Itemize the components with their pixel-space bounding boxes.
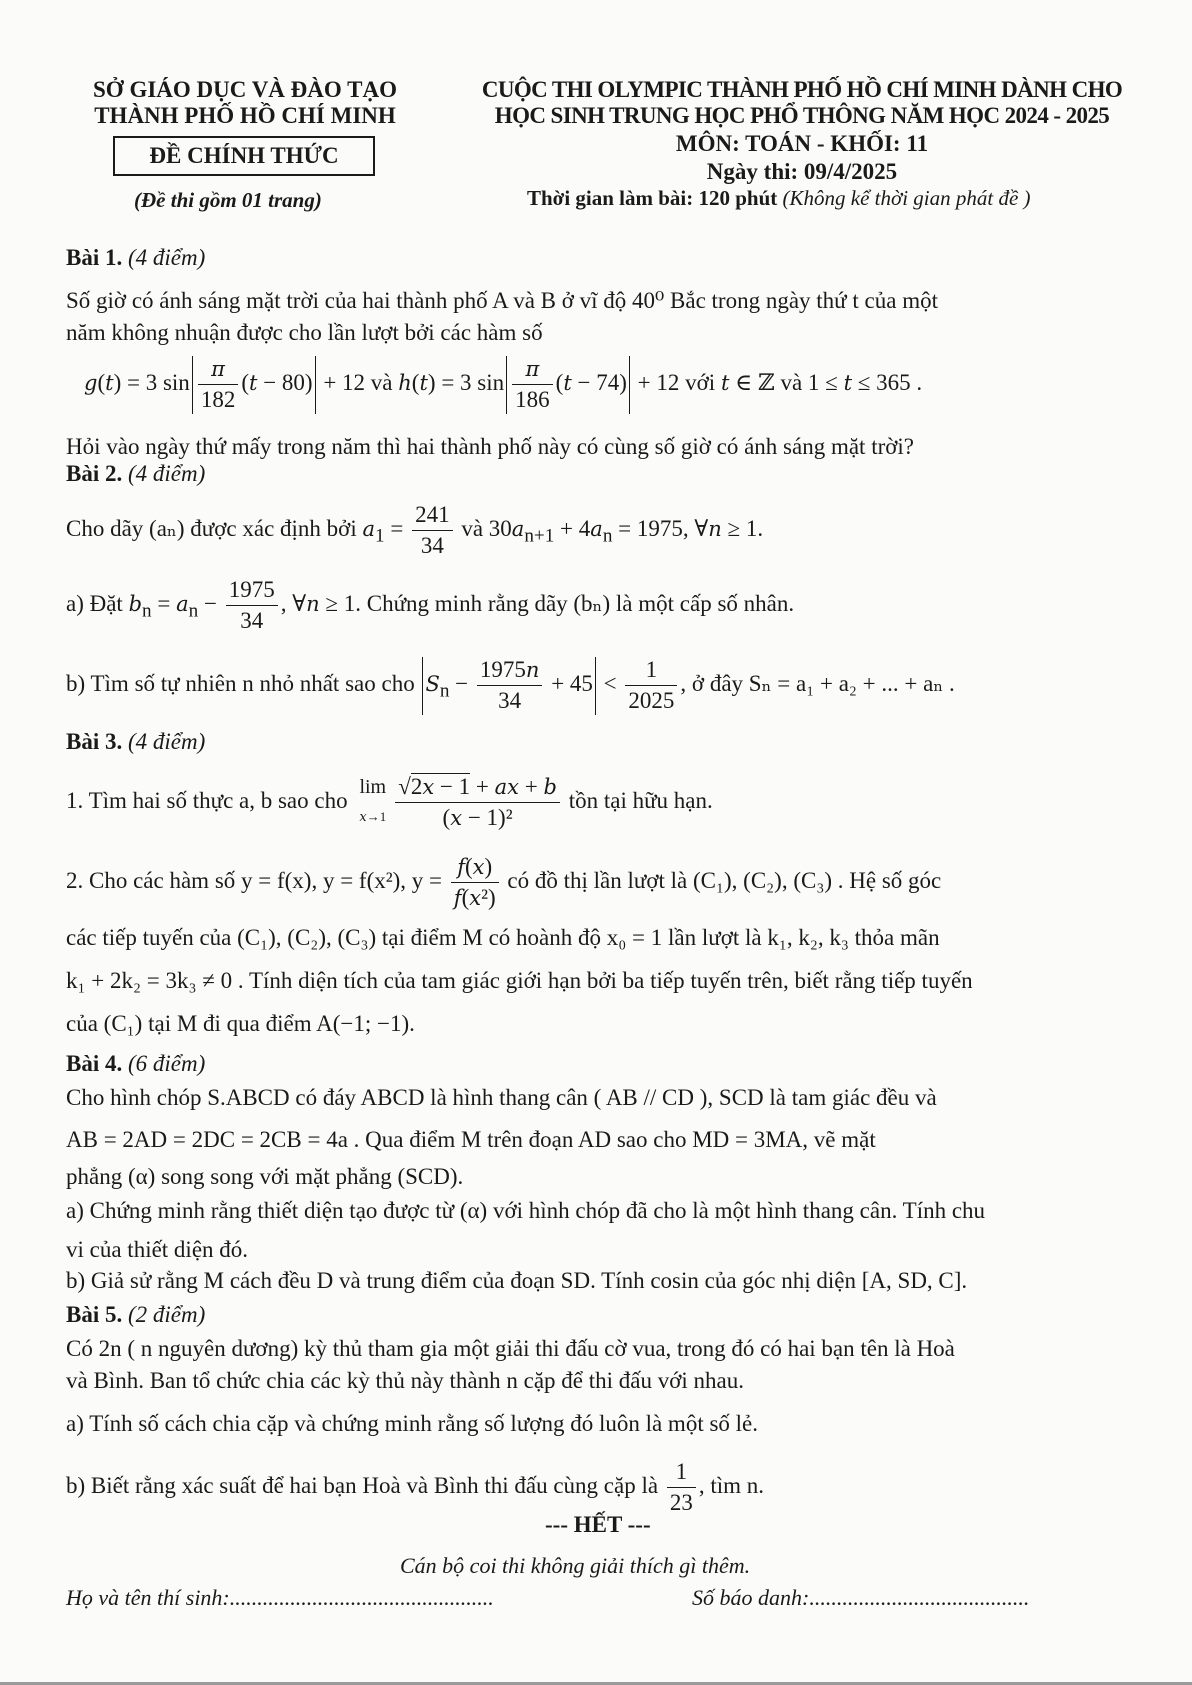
bai3-q1-end: tồn tại hữu hạn. (568, 787, 713, 813)
contest-line1: CUỘC THI OLYMPIC THÀNH PHỐ HỒ CHÍ MINH DÀNH CHO (481, 77, 1123, 102)
bai4-line6: b) Giả sử rằng M cách đều D và trung điểm của đoạn SD. Tính cosin của góc nhị diện [A, SD, C]. (66, 1268, 968, 1293)
bai4-line3: phẳng (α) song song với mặt phẳng (SCD). (66, 1164, 464, 1189)
bai1-line2: năm không nhuận được cho lần lượt bởi các hàm số (66, 320, 543, 345)
duration-label: Thời gian làm bài: 120 phút (527, 186, 778, 210)
bai5-line2: và Bình. Ban tổ chức chia các kỳ thủ này thành n cặp để thi đấu với nhau. (66, 1368, 745, 1393)
bai5-line4-end: , tìm n. (698, 1472, 764, 1498)
bai5-line1: Có 2n ( n nguyên dương) kỳ thủ tham gia một giải thi đấu cờ vua, trong đó có hai bạn tên là Hoà (66, 1336, 955, 1361)
bai2-title: Bài 2. (66, 461, 123, 486)
bai5-heading (66, 1300, 205, 1330)
bai2-part-a-end: Chứng minh rằng dãy (bₙ) là một cấp số nhân. (366, 590, 795, 616)
contest-line2: HỌC SINH TRUNG HỌC PHỔ THÔNG NĂM HỌC 2024 - 2025 (494, 103, 1110, 128)
bai2-intro-line: Cho dãy (aₙ) được xác định bởi $a_1$ = $\frac{241}{34}$ và $30a_{n+1} + 4a_n = 1975$, ∀n ≥ 1. (66, 500, 763, 561)
exam-date: Ngày thi: 09/4/2025 (706, 159, 898, 184)
bai2-points: (4 điểm) (127, 461, 206, 486)
bai3-points: (4 điểm) (127, 729, 206, 754)
bai5-line4 (66, 1457, 764, 1518)
bai2-part-a: a) Đặt $b_n = a_n$ − $\frac{1975}{34}$ , ∀n ≥ 1. Chứng minh rằng dãy (bₙ) là một cấp số nhân. (66, 575, 794, 636)
proctor-note: Cán bộ coi thi không giải thích gì thêm. (400, 1553, 751, 1578)
bai3-q2-line3: k₁ + 2k₂ = 3k₃ ≠ 0 . Tính diện tích của tam giác giới hạn bởi ba tiếp tuyến trên, biết rằng tiếp tuyến (66, 968, 973, 993)
bai5-points: (2 điểm) (127, 1302, 206, 1327)
bai4-line5: vi của thiết diện đó. (66, 1237, 249, 1262)
candidate-name-field: Họ và tên thí sinh:................................................ (66, 1585, 494, 1610)
bai4-title: Bài 4. (66, 1051, 123, 1076)
bai5-line4-text: b) Biết rằng xác suất để hai bạn Hoà và Bình thi đấu cùng cặp là (66, 1472, 659, 1498)
prob-numerator: 1 (675, 1459, 688, 1484)
page-count: (Đề thi gồm 01 trang) (134, 188, 322, 212)
bai3-q2-line4: của (C₁) tại M đi qua điểm A(−1; −1). (66, 1011, 415, 1036)
bai1-points: (4 điểm) (127, 245, 206, 270)
department-line2: THÀNH PHỐ HỒ CHÍ MINH (94, 103, 396, 128)
bai4-line2: AB = 2AD = 2DC = 2CB = 4a . Qua điểm M trên đoạn AD sao cho MD = 3MA, vẽ mặt (66, 1127, 876, 1152)
bai5-title: Bài 5. (66, 1302, 123, 1327)
bai4-points: (6 điểm) (127, 1051, 206, 1076)
bai3-q2-start: 2. Cho các hàm số y = f(x), y = f(x²), y = (66, 867, 443, 893)
bai2-part-b-label: b) Tìm số tự nhiên n nhỏ nhất sao cho (66, 670, 415, 696)
bai1-formula: g(t) = 3 sin $\frac{\pi}{182}$ (t − 80) + 12 và h(t) = 3 sin $\frac{\pi}{186}$ (t − 74) + 12 với t ∈ ℤ và 1 ≤ t ≤ 365 . (84, 354, 922, 415)
bai2-part-b: b) Tìm số tự nhiên n nhỏ nhất sao cho $S_n$ − $\frac{1975n}{34}$ + 45 < $\frac{1}{2025}$ , ở đây Sₙ = a₁ + a₂ + ... + aₙ . (66, 655, 955, 716)
end-marker: --- HẾT --- (545, 1512, 651, 1537)
bai4-heading (66, 1049, 205, 1079)
duration-line (527, 186, 1031, 211)
bai2-part-b-end: , ở đây Sₙ = a₁ + a₂ + ... + aₙ . (680, 670, 955, 696)
bai1-title: Bài 1. (66, 245, 123, 270)
bai4-line1: Cho hình chóp S.ABCD có đáy ABCD là hình thang cân ( AB // CD ), SCD là tam giác đều và (66, 1085, 937, 1110)
bai2-part-a-label: a) Đặt (66, 590, 123, 616)
subject: MÔN: TOÁN - KHỐI: 11 (675, 131, 929, 156)
official-label: ĐỀ CHÍNH THỨC (149, 143, 339, 168)
bai3-q1-start: 1. Tìm hai số thực a, b sao cho (66, 787, 348, 813)
bai3-q2-end: có đồ thị lần lượt là (C₁), (C₂), (C₃) . Hệ số góc (507, 867, 942, 893)
bai1-line1: Số giờ có ánh sáng mặt trời của hai thành phố A và B ở vĩ độ 40⁰ Bắc trong ngày thứ t của một (66, 288, 938, 313)
bai3-title: Bài 3. (66, 729, 123, 754)
candidate-id-field: Số báo danh:........................................ (692, 1585, 1030, 1610)
bai3-q2-line2: các tiếp tuyến của (C₁), (C₂), (C₃) tại điểm M có hoành độ x₀ = 1 lần lượt là k₁, k₂, k₃ thỏa mãn (66, 925, 940, 950)
bai2-heading (66, 459, 205, 489)
bai1-heading (66, 243, 205, 273)
bai5-line3: a) Tính số cách chia cặp và chứng minh rằng số lượng đó luôn là một số lẻ. (66, 1411, 759, 1436)
bai4-line4: a) Chứng minh rằng thiết diện tạo được từ (α) với hình chóp đã cho là một hình thang cân. Tính chu (66, 1198, 986, 1223)
prob-denominator: 23 (667, 1487, 696, 1518)
bai2-intro: Cho dãy (aₙ) được xác định bởi (66, 515, 357, 541)
bai3-q2: 2. Cho các hàm số y = f(x), y = f(x²), y = $\frac{f(x)}{\text{f(x²)}}$ có đồ thị lần lượt là (C₁), (C₂), (C₃) . Hệ số góc (66, 852, 941, 913)
bai3-q1: 1. Tìm hai số thực a, b sao cho lim x→1 $\frac{√2x - 1 + ax + b}{\text{(x − 1)²}}$ tồn tại hữu hạn. (66, 772, 713, 833)
bai3-heading (66, 727, 205, 757)
duration-note: (Không kể thời gian phát đề ) (782, 186, 1031, 210)
bai1-question: Hỏi vào ngày thứ mấy trong năm thì hai thành phố này có cùng số giờ có ánh sáng mặt trời? (66, 434, 915, 459)
department-line1: SỞ GIÁO DỤC VÀ ĐÀO TẠO (93, 77, 397, 102)
